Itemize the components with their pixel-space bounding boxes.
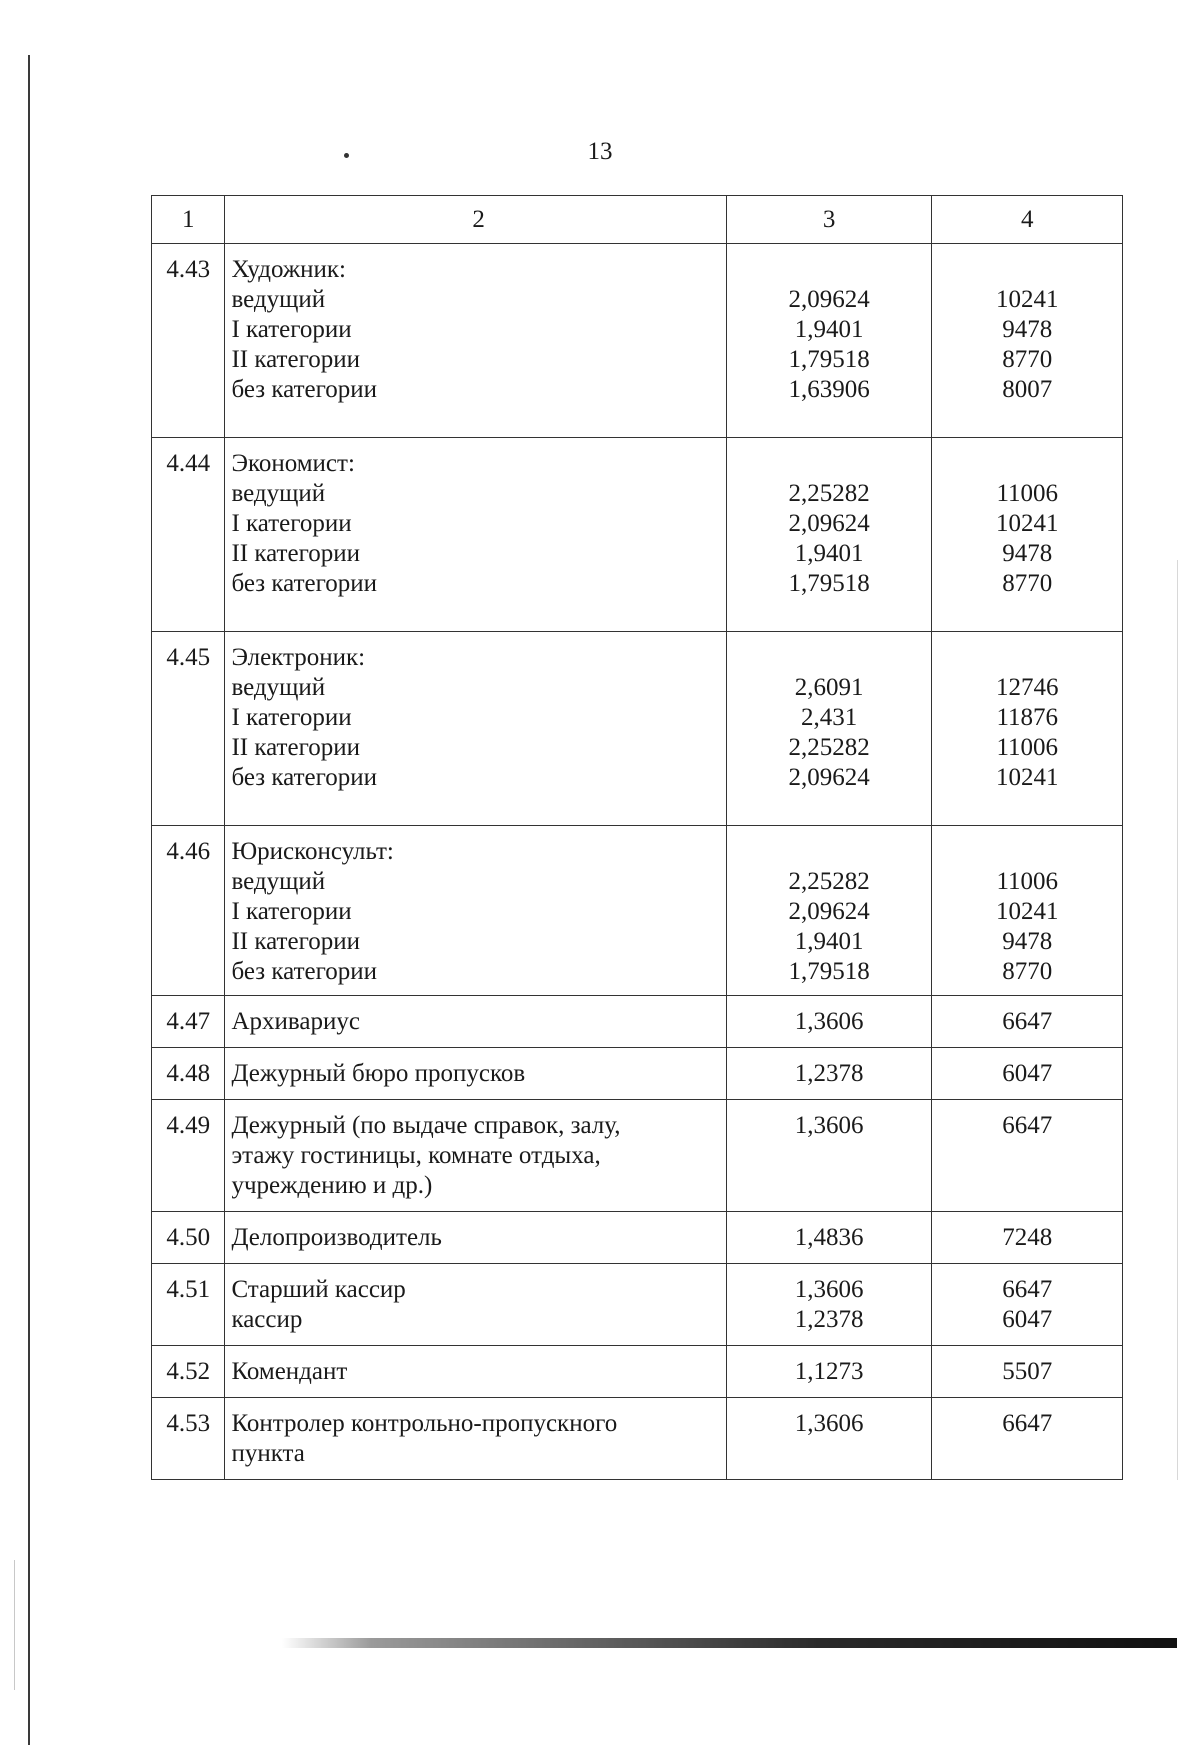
position-name-line: пункта xyxy=(231,1440,305,1467)
salary-amount xyxy=(932,1398,1123,1480)
salary-amount-line xyxy=(932,255,1122,285)
header-cell-1: 1 xyxy=(152,196,225,244)
position-name xyxy=(225,1346,726,1398)
table-row xyxy=(152,438,1123,632)
salary-amount-line: 7248 xyxy=(1002,1224,1053,1251)
position-name-line: без категории xyxy=(231,958,377,985)
position-name-line: Дежурный (по выдаче справок, залу, xyxy=(231,1112,621,1139)
table-row xyxy=(152,1346,1123,1398)
position-name-line: Электроник: xyxy=(231,644,366,671)
coefficient xyxy=(726,1100,932,1212)
position-name xyxy=(225,996,726,1048)
salary-amount xyxy=(932,996,1123,1048)
coefficient-line: 2,25282 xyxy=(788,868,870,895)
coefficient xyxy=(726,1264,932,1346)
salary-amount-line xyxy=(932,643,1122,673)
position-name xyxy=(225,632,726,826)
position-name-line: ведущий xyxy=(231,674,326,701)
coefficient-line: 2,6091 xyxy=(794,674,864,701)
position-name xyxy=(225,1264,726,1346)
salary-amount-line: 6647 xyxy=(1002,1112,1053,1139)
coefficient xyxy=(726,1212,932,1264)
coefficient xyxy=(726,996,932,1048)
position-name xyxy=(225,438,726,632)
salary-amount-line: 9478 xyxy=(1002,316,1053,343)
table-row xyxy=(152,632,1123,826)
salary-amount-line: 6047 xyxy=(1002,1060,1053,1087)
position-name xyxy=(225,1212,726,1264)
salary-amount-line: 8007 xyxy=(1002,376,1053,403)
position-name-line: кассир xyxy=(231,1306,303,1333)
position-name-line: I категории xyxy=(231,898,352,925)
position-name-line: этажу гостиницы, комнате отдыха, xyxy=(231,1142,601,1169)
table-row xyxy=(152,1398,1123,1480)
position-name-line: I категории xyxy=(231,510,352,537)
salary-amount xyxy=(932,1100,1123,1212)
salary-amount xyxy=(932,1346,1123,1398)
header-cell-2: 2 xyxy=(225,196,726,244)
position-name-line: без категории xyxy=(231,570,377,597)
table-header-row xyxy=(152,196,1123,244)
table-row xyxy=(152,1100,1123,1212)
position-name-line: II категории xyxy=(231,540,360,567)
salary-amount-line xyxy=(932,837,1122,867)
coefficient-line: 2,431 xyxy=(801,704,858,731)
position-name-line: I категории xyxy=(231,316,352,343)
position-name-line: Художник: xyxy=(231,256,346,283)
salary-table xyxy=(151,195,1123,1480)
salary-amount-line: 10241 xyxy=(995,286,1059,313)
coefficient-line: 1,3606 xyxy=(794,1112,864,1139)
coefficient-line: 1,9401 xyxy=(794,540,864,567)
salary-amount-line: 11876 xyxy=(996,704,1059,731)
coefficient-line: 1,9401 xyxy=(794,316,864,343)
row-code: 4.44 xyxy=(152,438,225,632)
salary-amount-line: 8770 xyxy=(1002,958,1053,985)
position-name xyxy=(225,244,726,438)
position-name xyxy=(225,826,726,996)
coefficient-line: 1,79518 xyxy=(788,570,870,597)
coefficient-line: 1,1273 xyxy=(794,1358,864,1385)
row-code: 4.48 xyxy=(152,1048,225,1100)
coefficient-line xyxy=(727,837,932,867)
table-row xyxy=(152,1048,1123,1100)
salary-amount-line: 11006 xyxy=(996,480,1059,507)
salary-amount-line: 5507 xyxy=(1002,1358,1053,1385)
scan-edge-line xyxy=(28,55,30,1745)
position-name-line: II категории xyxy=(231,346,360,373)
table-row xyxy=(152,1212,1123,1264)
row-code: 4.50 xyxy=(152,1212,225,1264)
coefficient-line: 1,79518 xyxy=(788,958,870,985)
coefficient-line: 1,3606 xyxy=(794,1410,864,1437)
salary-amount-line: 10241 xyxy=(995,764,1059,791)
coefficient-line: 1,2378 xyxy=(794,1060,864,1087)
coefficient xyxy=(726,244,932,438)
coefficient-line: 2,25282 xyxy=(788,480,870,507)
coefficient xyxy=(726,826,932,996)
salary-amount-line: 8770 xyxy=(1002,346,1053,373)
salary-amount-line: 8770 xyxy=(1002,570,1053,597)
coefficient-line xyxy=(727,255,932,285)
position-name xyxy=(225,1398,726,1480)
salary-amount xyxy=(932,1212,1123,1264)
salary-amount-line: 11006 xyxy=(996,868,1059,895)
scan-edge-line-faint xyxy=(14,1560,15,1690)
table-row xyxy=(152,826,1123,996)
position-name-line: ведущий xyxy=(231,286,326,313)
coefficient xyxy=(726,1346,932,1398)
salary-amount-line: 6647 xyxy=(1002,1276,1053,1303)
coefficient-line xyxy=(727,449,932,479)
coefficient-line: 1,2378 xyxy=(794,1306,864,1333)
position-name-line: II категории xyxy=(231,928,360,955)
coefficient xyxy=(726,1398,932,1480)
coefficient-line: 2,09624 xyxy=(788,286,870,313)
coefficient-line: 2,09624 xyxy=(788,510,870,537)
position-name-line: II категории xyxy=(231,734,360,761)
position-name-line: ведущий xyxy=(231,480,326,507)
position-name-line: Юрисконсульт: xyxy=(231,838,394,865)
salary-amount-line: 6647 xyxy=(1002,1410,1053,1437)
salary-amount-line: 10241 xyxy=(995,898,1059,925)
row-code: 4.47 xyxy=(152,996,225,1048)
salary-amount-line: 12746 xyxy=(995,674,1059,701)
salary-amount xyxy=(932,632,1123,826)
header-cell-3: 3 xyxy=(726,196,932,244)
coefficient-line: 2,09624 xyxy=(788,764,870,791)
position-name-line: учреждению и др.) xyxy=(231,1172,433,1199)
salary-amount-line: 10241 xyxy=(995,510,1059,537)
coefficient-line: 2,25282 xyxy=(788,734,870,761)
position-name-line: без категории xyxy=(231,376,377,403)
salary-amount xyxy=(932,244,1123,438)
coefficient-line xyxy=(727,643,932,673)
position-name-line: ведущий xyxy=(231,868,326,895)
coefficient-line: 1,9401 xyxy=(794,928,864,955)
page-number: 13 xyxy=(587,138,613,165)
coefficient-line: 2,09624 xyxy=(788,898,870,925)
coefficient-line: 1,79518 xyxy=(788,346,870,373)
coefficient-line: 1,4836 xyxy=(794,1224,864,1251)
salary-amount-line: 6647 xyxy=(1002,1008,1053,1035)
salary-amount xyxy=(932,1048,1123,1100)
row-code: 4.49 xyxy=(152,1100,225,1212)
row-code: 4.51 xyxy=(152,1264,225,1346)
row-code: 4.45 xyxy=(152,632,225,826)
scan-edge-line-right xyxy=(1177,560,1178,1480)
salary-amount-line xyxy=(932,449,1122,479)
position-name-line: Архивариус xyxy=(231,1008,360,1035)
salary-amount-line: 6047 xyxy=(1002,1306,1053,1333)
coefficient xyxy=(726,438,932,632)
position-name-line: Комендант xyxy=(231,1358,348,1385)
position-name-line: Экономист: xyxy=(231,450,355,477)
table-row xyxy=(152,1264,1123,1346)
coefficient-line: 1,63906 xyxy=(788,376,870,403)
position-name-line: Контролер контрольно-пропускного xyxy=(231,1410,618,1437)
table-row xyxy=(152,244,1123,438)
position-name-line: Делопроизводитель xyxy=(231,1224,442,1251)
salary-amount-line: 9478 xyxy=(1002,928,1053,955)
scan-bottom-bar xyxy=(282,1638,1177,1648)
salary-amount-line: 9478 xyxy=(1002,540,1053,567)
position-name-line: Старший кассир xyxy=(231,1276,406,1303)
row-code: 4.43 xyxy=(152,244,225,438)
salary-amount xyxy=(932,1264,1123,1346)
position-name-line: I категории xyxy=(231,704,352,731)
position-name-line: Дежурный бюро пропусков xyxy=(231,1060,526,1087)
header-cell-4: 4 xyxy=(932,196,1123,244)
coefficient-line: 1,3606 xyxy=(794,1276,864,1303)
row-code: 4.46 xyxy=(152,826,225,996)
coefficient xyxy=(726,1048,932,1100)
salary-amount xyxy=(932,438,1123,632)
row-code: 4.53 xyxy=(152,1398,225,1480)
position-name-line: без категории xyxy=(231,764,377,791)
salary-amount-line: 11006 xyxy=(996,734,1059,761)
table-row xyxy=(152,996,1123,1048)
coefficient-line: 1,3606 xyxy=(794,1008,864,1035)
coefficient xyxy=(726,632,932,826)
row-code: 4.52 xyxy=(152,1346,225,1398)
salary-amount xyxy=(932,826,1123,996)
position-name xyxy=(225,1048,726,1100)
position-name xyxy=(225,1100,726,1212)
